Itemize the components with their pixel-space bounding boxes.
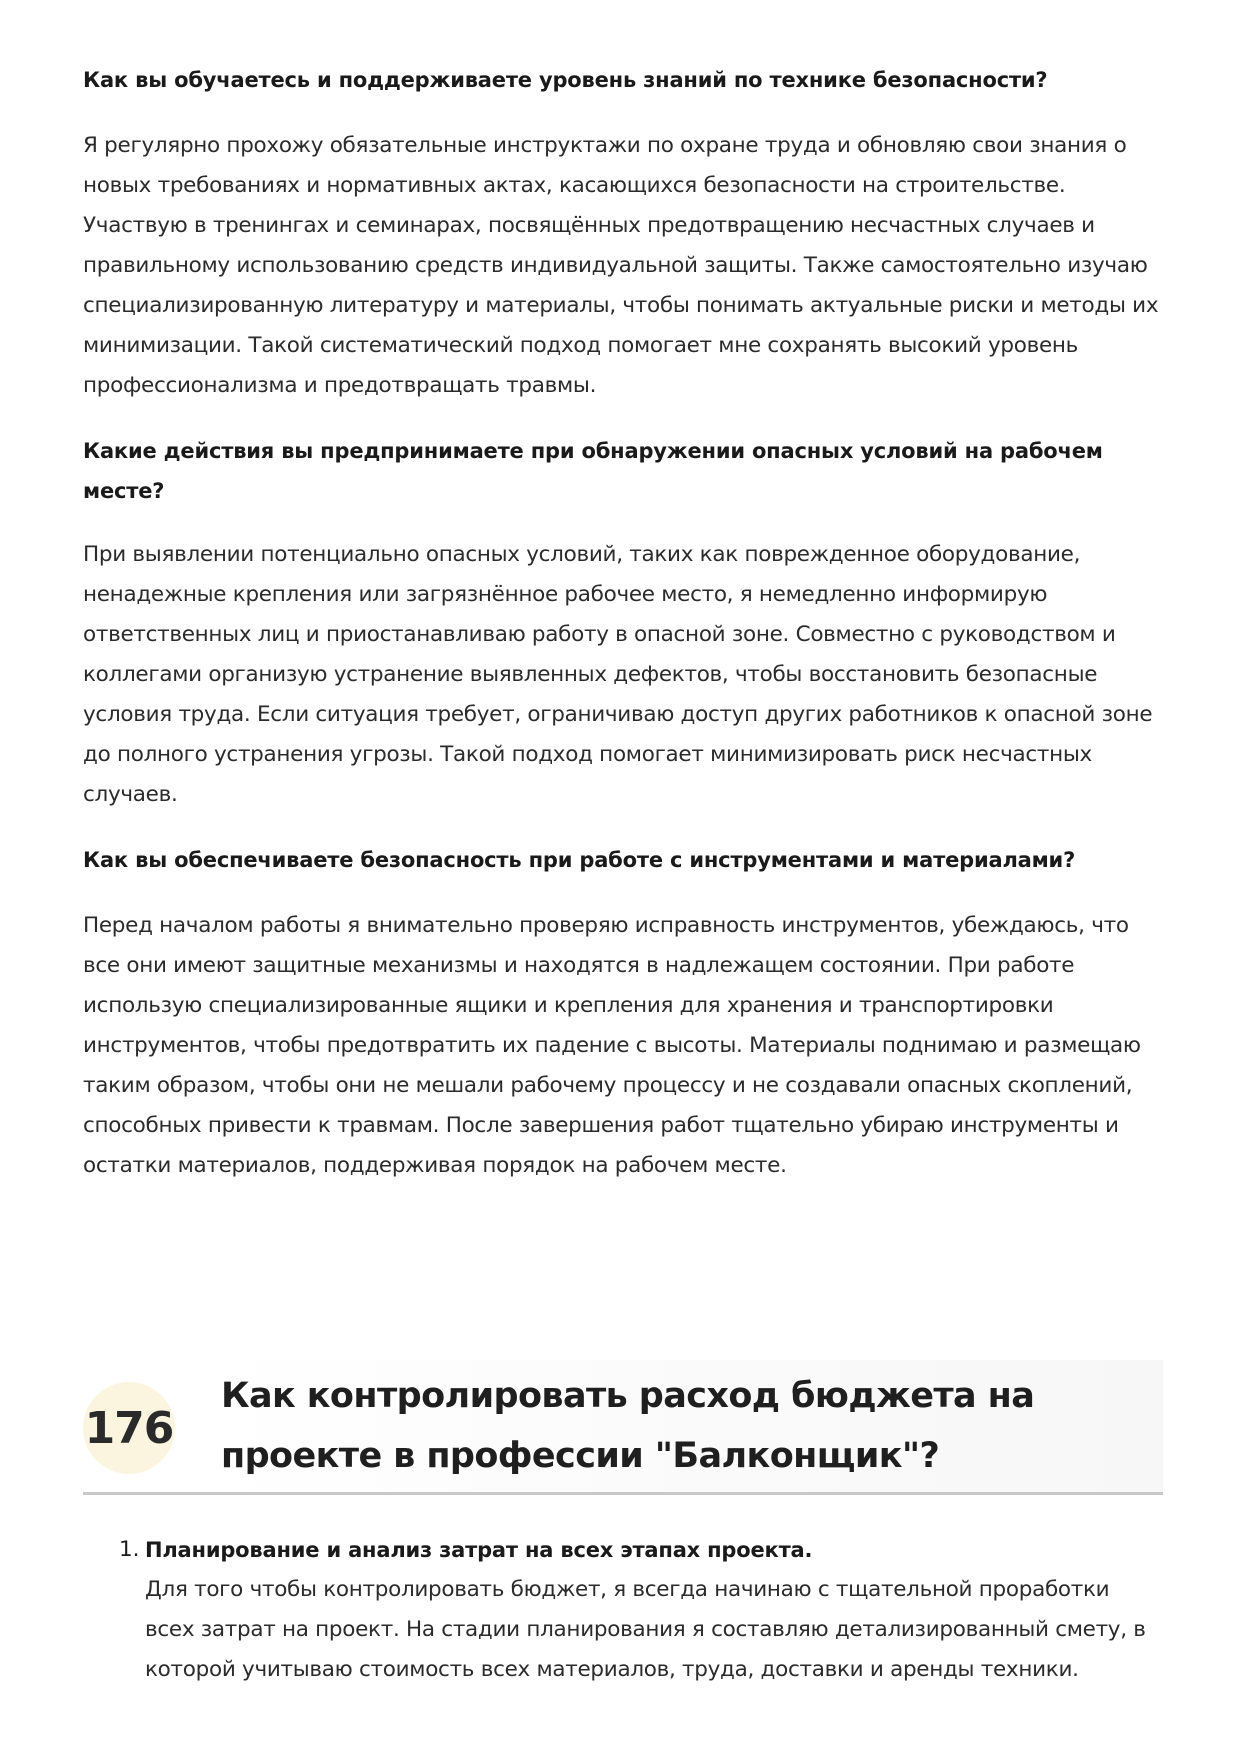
answer-paragraph: При выявлении потенциально опасных условий, таких как поврежденное оборудование, ненадежные крепления или загрязнённое рабочее место, я немедленно информирую ответственных лиц и приостанавливаю работу в опасной зоне. Совместно с руководством и коллегами организую устранение выявленных дефектов, чтобы восстановить безопасные условия труда. Если ситуация требует, ограничиваю доступ других работников к опасной зоне до полного устранения угрозы. Такой подход помогает минимизировать риск несчастных случаев. (83, 542, 1153, 807)
list-item-title: Планирование и анализ затрат на всех этапах проекта. (145, 1538, 813, 1562)
answer-paragraph: Перед началом работы я внимательно проверяю исправность инструментов, убеждаюсь, что все они имеют защитные механизмы и находятся в надлежащем состоянии. При работе использую специализированные ящики и крепления для хранения и транспортировки инструментов, чтобы предотвратить их падение с высоты. Материалы поднимаю и размещаю таким образом, чтобы они не мешали рабочему процессу и не создавали опасных скоплений, способных привести к травмам. После завершения работ тщательно убираю инструменты и остатки материалов, поддерживая порядок на рабочем месте. (83, 913, 1141, 1178)
section-header (83, 1360, 1163, 1495)
question-heading: Как вы обучаетесь и поддерживаете уровень знаний по технике безопасности? (83, 68, 1048, 92)
question-heading: Какие действия вы предпринимаете при обнаружении опасных условий на рабочем месте? (83, 439, 1103, 503)
list-item-number: 1. (119, 1537, 140, 1562)
section-number-badge: 176 (83, 1382, 175, 1474)
section-title: Как контролировать расход бюджета на проекте в профессии "Балконщик"? (221, 1376, 1035, 1476)
question-heading: Как вы обеспечиваете безопасность при работе с инструментами и материалами? (83, 848, 1076, 872)
numbered-list (83, 1530, 1163, 1690)
list-item-body: Для того чтобы контролировать бюджет, я всегда начинаю с тщательной проработки всех затрат на проект. На стадии планирования я составляю детализированный смету, в которой учитываю стоимость всех материалов, труда, доставки и аренды техники. (145, 1577, 1146, 1682)
answer-paragraph: Я регулярно прохожу обязательные инструктажи по охране труда и обновляю свои знания о новых требованиях и нормативных актах, касающихся безопасности на строительстве. Участвую в тренингах и семинарах, посвящённых предотвращению несчастных случаев и правильному использованию средств индивидуальной защиты. Также самостоятельно изучаю специализированную литературу и материалы, чтобы понимать актуальные риски и методы их минимизации. Такой систематический подход помогает мне сохранять высокий уровень профессионализма и предотвращать травмы. (83, 133, 1159, 398)
list-item (83, 1530, 1163, 1690)
